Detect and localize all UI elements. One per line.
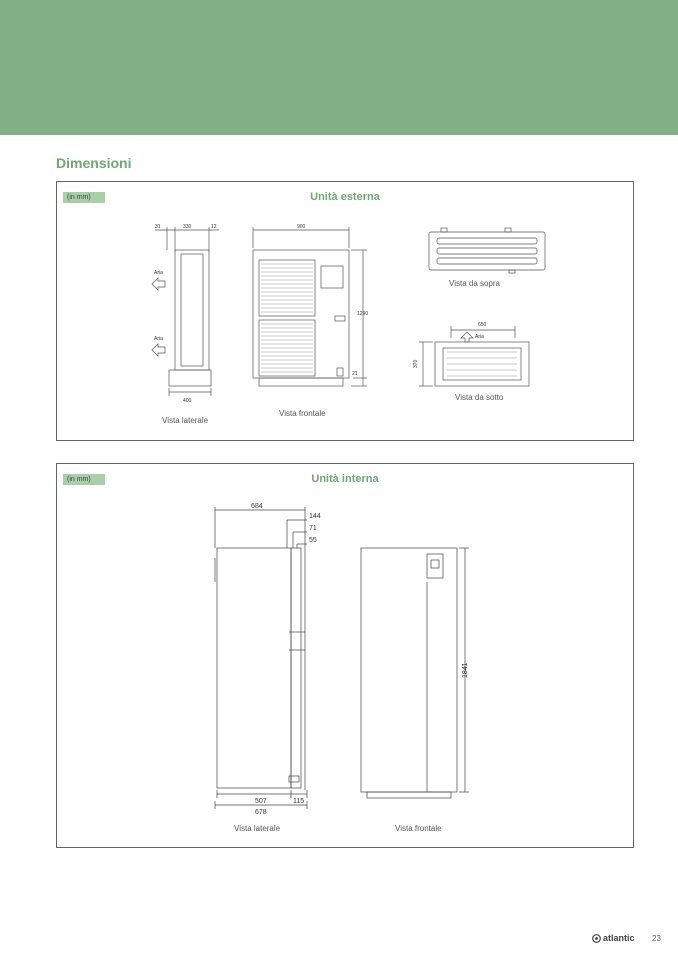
dim-12: 12	[211, 224, 217, 230]
front-view-drawing	[361, 548, 469, 798]
dim-115: 115	[293, 798, 305, 805]
dim-1841: 1841	[462, 662, 469, 678]
bottom-view-drawing	[419, 326, 529, 386]
front-view-drawing	[253, 227, 367, 386]
unit-tag: (in mm)	[63, 192, 105, 203]
external-unit-drawing	[57, 182, 633, 440]
dim-900: 900	[297, 224, 306, 230]
air-label-bottom: Aria	[154, 336, 163, 342]
caption-top-view: Vista da sopra	[449, 279, 500, 288]
side-view-drawing	[215, 507, 307, 809]
dim-678: 678	[255, 809, 267, 816]
side-view-drawing	[152, 227, 219, 396]
caption-side-view: Vista laterale	[162, 416, 209, 425]
brand-name: atlantic	[603, 933, 635, 943]
dim-684: 684	[251, 503, 263, 510]
header-banner	[0, 0, 678, 135]
dim-650: 650	[478, 322, 487, 328]
top-view-drawing	[429, 228, 545, 273]
dim-71: 71	[309, 525, 317, 532]
brand-logo	[592, 933, 635, 943]
page-number: 23	[652, 934, 661, 943]
caption-front-view: Vista frontale	[395, 824, 442, 833]
dim-144: 144	[309, 513, 321, 520]
page-title: Dimensioni	[56, 155, 132, 171]
dim-21: 21	[352, 371, 358, 377]
air-label-bottom-view: Aria	[475, 334, 484, 340]
atlantic-logo-icon	[592, 934, 601, 943]
panel-title: Unità esterna	[310, 191, 380, 203]
dim-31: 31	[155, 224, 161, 230]
dim-330: 330	[183, 224, 192, 230]
caption-side-view: Vista laterale	[234, 824, 281, 833]
dim-400: 400	[183, 398, 192, 404]
caption-bottom-view: Vista da sotto	[455, 393, 504, 402]
internal-unit-panel	[56, 463, 634, 848]
caption-front-view: Vista frontale	[279, 409, 326, 418]
external-unit-panel	[56, 181, 634, 441]
unit-tag: (in mm)	[63, 474, 105, 485]
dim-507: 507	[255, 798, 267, 805]
dim-370: 370	[413, 359, 419, 368]
panel-title: Unità interna	[311, 473, 379, 485]
air-label-top: Aria	[154, 270, 163, 276]
dim-1290: 1290	[357, 311, 369, 317]
dim-55: 55	[309, 537, 317, 544]
internal-unit-drawing	[57, 464, 633, 847]
